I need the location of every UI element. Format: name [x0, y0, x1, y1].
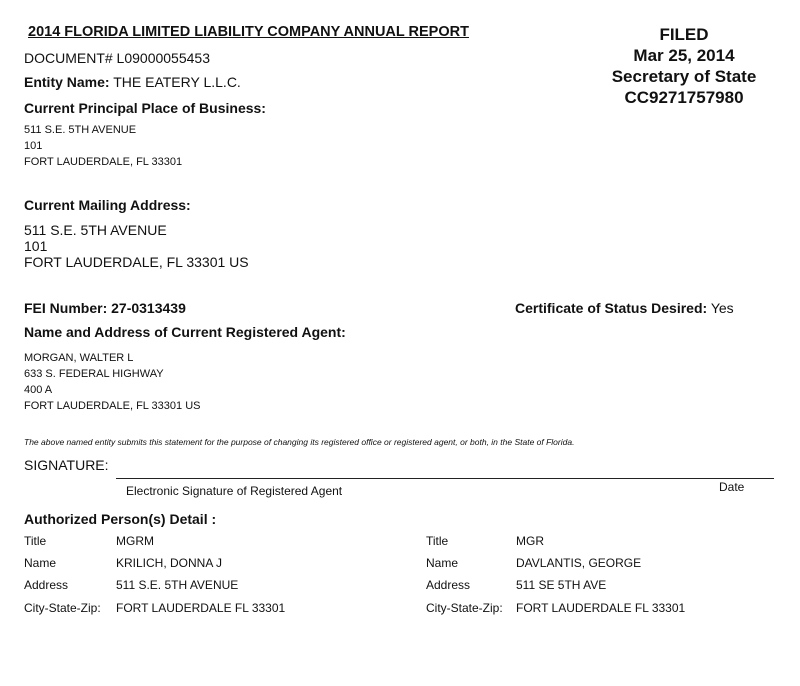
mailing-line: 101 — [24, 238, 48, 254]
person2-name-label: Name — [426, 556, 459, 570]
person1-csz-label: City-State-Zip: — [24, 601, 101, 615]
fei-row — [24, 300, 186, 316]
person1-title-label: Title — [24, 534, 47, 548]
person2-csz-label: City-State-Zip: — [426, 601, 503, 615]
certificate-value: Yes — [710, 300, 734, 316]
person2-title-label: Title — [426, 534, 449, 548]
filed-code: CC9271757980 — [624, 88, 744, 107]
signature-date-label: Date — [719, 480, 745, 494]
filed-status: FILED — [659, 25, 709, 44]
filed-date: Mar 25, 2014 — [633, 46, 735, 65]
signature-caption: Electronic Signature of Registered Agent — [126, 484, 343, 498]
certificate-row — [515, 300, 734, 316]
person1-address: 511 S.E. 5TH AVENUE — [116, 578, 239, 592]
principal-line: 511 S.E. 5TH AVENUE — [24, 124, 137, 136]
agent-address — [24, 350, 200, 414]
fei-value: 27-0313439 — [111, 300, 186, 316]
agent-line: 633 S. FEDERAL HIGHWAY — [24, 368, 164, 380]
person2-csz: FORT LAUDERDALE FL 33301 — [516, 601, 686, 615]
report-title: 2014 FLORIDA LIMITED LIABILITY COMPANY ANNUAL REPORT — [28, 24, 469, 40]
certificate-label: Certificate of Status Desired: — [515, 300, 708, 316]
signature-label: SIGNATURE: — [24, 457, 109, 473]
principal-line: 101 — [24, 140, 43, 152]
person2-address-label: Address — [426, 578, 471, 592]
principal-line: FORT LAUDERDALE, FL 33301 — [24, 156, 183, 168]
fei-label: FEI Number: — [24, 300, 108, 316]
person2-title: MGR — [516, 534, 544, 548]
signature-line — [116, 478, 774, 479]
filed-stamp — [596, 24, 772, 108]
mailing-heading: Current Mailing Address: — [24, 197, 191, 213]
agent-line: MORGAN, WALTER L — [24, 352, 134, 364]
statement-text: The above named entity submits this statement for the purpose of changing its registered office or registered agent, or both, in the State of Florida. — [24, 437, 575, 447]
person1-address-label: Address — [24, 578, 69, 592]
mailing-line: 511 S.E. 5TH AVENUE — [24, 222, 167, 238]
person2-name: DAVLANTIS, GEORGE — [516, 556, 642, 570]
mailing-line: FORT LAUDERDALE, FL 33301 US — [24, 254, 249, 270]
entity-name-value: THE EATERY L.L.C. — [113, 74, 241, 90]
agent-line: 400 A — [24, 384, 53, 396]
filed-office: Secretary of State — [611, 67, 757, 86]
person1-name-label: Name — [24, 556, 57, 570]
authorized-heading: Authorized Person(s) Detail : — [24, 511, 217, 527]
person2-address: 511 SE 5TH AVE — [516, 578, 607, 592]
principal-heading: Current Principal Place of Business: — [24, 100, 266, 116]
mailing-address — [24, 222, 249, 270]
document-number: DOCUMENT# L09000055453 — [24, 50, 210, 66]
agent-line: FORT LAUDERDALE, FL 33301 US — [24, 400, 201, 412]
person1-title: MGRM — [116, 534, 154, 548]
principal-address — [24, 122, 182, 170]
entity-name-row — [24, 74, 241, 90]
entity-name-label: Entity Name: — [24, 74, 110, 90]
agent-heading: Name and Address of Current Registered Agent: — [24, 324, 346, 340]
person1-csz: FORT LAUDERDALE FL 33301 — [116, 601, 286, 615]
person1-name: KRILICH, DONNA J — [116, 556, 223, 570]
